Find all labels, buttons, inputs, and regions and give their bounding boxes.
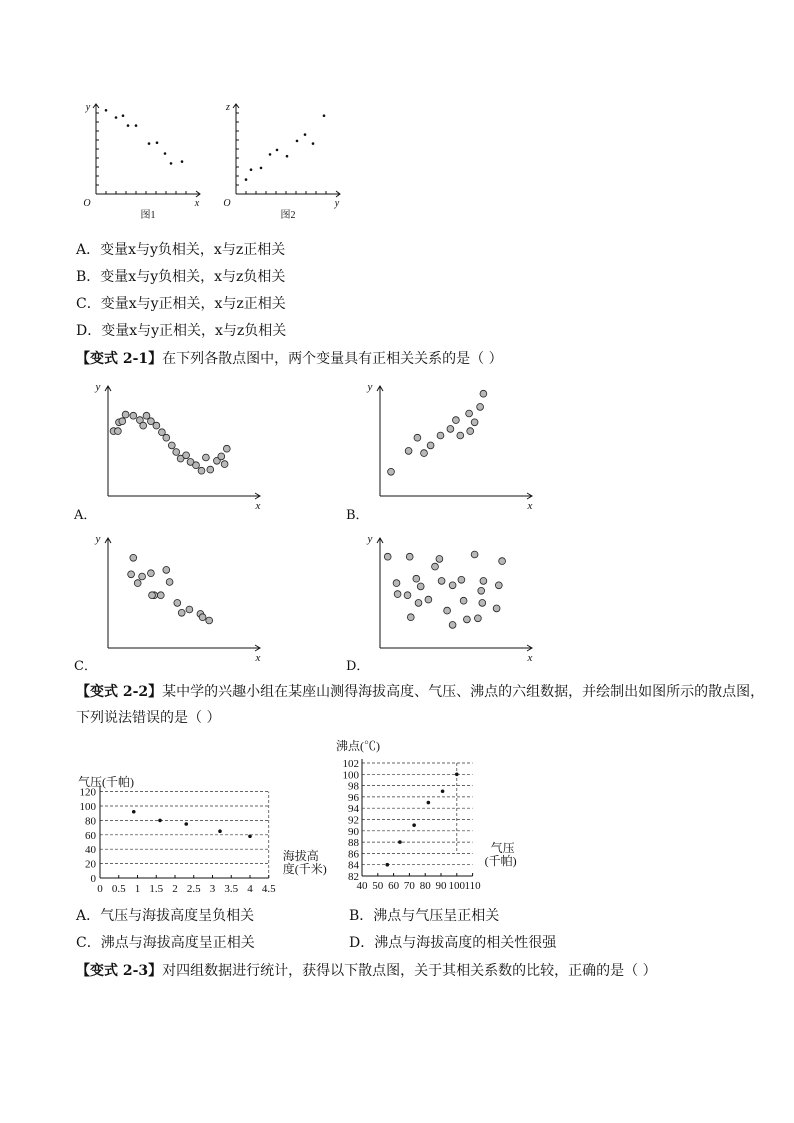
- data-point: [198, 467, 205, 474]
- data-point: [245, 178, 248, 181]
- question-2-2: [76, 681, 764, 703]
- y-tick-label: 88: [348, 837, 359, 850]
- x-tick-label: 40: [356, 880, 368, 892]
- question-text-line2: 下列说法错误的是（ ）: [76, 710, 221, 726]
- data-point: [105, 109, 108, 112]
- y-tick-label: 100: [342, 769, 359, 782]
- scatter-plot-d: [362, 528, 542, 663]
- origin-label: O: [83, 198, 91, 209]
- data-point: [260, 167, 263, 170]
- data-point: [122, 114, 125, 117]
- data-point: [458, 576, 465, 583]
- data-point: [398, 840, 402, 844]
- data-point: [250, 168, 253, 171]
- x-tick-label: 90: [435, 880, 447, 892]
- y-axis-title: 气压(千帕): [78, 775, 134, 789]
- y-tick-label: 60: [85, 829, 96, 842]
- x-axis-title: 海拔高: [282, 849, 319, 863]
- option-b: [76, 267, 285, 287]
- data-point: [415, 600, 422, 607]
- data-point: [312, 142, 315, 145]
- data-point: [438, 578, 445, 585]
- data-point: [183, 452, 190, 459]
- data-point: [166, 579, 173, 586]
- y-tick-label: 120: [79, 786, 96, 799]
- x-tick-label: 60: [388, 880, 400, 892]
- data-point: [479, 600, 486, 607]
- data-point: [457, 432, 464, 439]
- data-point: [127, 124, 130, 127]
- y-tick-label: 100: [79, 801, 96, 813]
- data-point: [269, 153, 272, 156]
- option-c: [76, 294, 286, 314]
- data-point: [157, 592, 164, 599]
- x-axis-title: 气压: [490, 841, 515, 855]
- option-text: 变量x与y负相关，x与z负相关: [100, 269, 286, 285]
- x-axis-label: x: [194, 198, 200, 209]
- data-point: [296, 140, 299, 143]
- plot-letter-b: B．: [346, 508, 369, 523]
- data-point: [128, 571, 135, 578]
- data-point: [425, 596, 432, 603]
- plot-letter-d: D．: [346, 659, 370, 674]
- data-point: [449, 622, 456, 629]
- option-b: [349, 906, 499, 926]
- y-tick-label: 80: [85, 815, 96, 828]
- data-point: [323, 114, 326, 117]
- boiling-pressure-chart: [336, 738, 555, 892]
- scatter-plot-b: [362, 376, 542, 511]
- x-axis-label: x: [255, 652, 261, 664]
- option-d: [76, 321, 286, 341]
- data-point: [471, 551, 478, 558]
- data-point: [394, 591, 401, 598]
- data-point: [130, 412, 137, 419]
- option-d: [349, 933, 556, 953]
- data-point: [149, 592, 156, 599]
- option-text: 沸点与海拔高度的相关性很强: [374, 935, 557, 951]
- data-point: [493, 605, 500, 612]
- data-point: [140, 422, 147, 429]
- pressure-altitude-chart: [74, 770, 339, 895]
- data-point: [388, 468, 395, 475]
- data-point: [115, 116, 118, 119]
- x-tick-label: 0: [97, 883, 103, 895]
- option-text: 气压与海拔高度呈负相关: [100, 908, 255, 924]
- scatter-plot-a: [90, 376, 270, 511]
- data-point: [384, 553, 391, 560]
- plot-letter-c: C．: [74, 659, 97, 674]
- option-letter: A．: [76, 242, 101, 258]
- data-point: [158, 819, 162, 823]
- y-axis-label: y: [367, 381, 373, 393]
- y-tick-label: 84: [348, 859, 359, 872]
- data-point: [130, 554, 137, 561]
- y-axis-title: 沸点(℃): [336, 739, 380, 753]
- y-axis-label: z: [226, 102, 230, 113]
- x-tick-label: 2: [172, 883, 178, 895]
- y-tick-label: 98: [348, 780, 359, 793]
- data-point: [122, 411, 129, 418]
- data-point: [134, 580, 141, 587]
- option-letter: A．: [76, 908, 101, 924]
- x-tick-label: 4: [247, 883, 253, 895]
- x-axis-label: x: [527, 652, 533, 664]
- data-point: [184, 822, 188, 826]
- data-point: [449, 582, 456, 589]
- question-tag: 【变式 2-3】: [76, 963, 163, 979]
- data-point: [174, 600, 181, 607]
- data-point: [173, 449, 180, 456]
- data-point: [193, 462, 200, 469]
- y-axis-label: y: [367, 533, 373, 545]
- data-point: [407, 614, 414, 621]
- y-tick-label: 40: [85, 844, 96, 857]
- data-point: [163, 567, 170, 574]
- data-point: [466, 410, 473, 417]
- data-point: [478, 587, 485, 594]
- x-tick-label: 110: [464, 880, 481, 892]
- question-tag: 【变式 2-1】: [76, 351, 163, 367]
- x-axis-label: x: [255, 500, 261, 512]
- data-point: [437, 432, 444, 439]
- option-letter: C．: [76, 935, 101, 951]
- data-point: [199, 614, 206, 621]
- data-point: [432, 563, 439, 570]
- data-point: [203, 454, 210, 461]
- question-2-3: [76, 960, 657, 982]
- data-point: [156, 141, 159, 144]
- data-point: [467, 428, 474, 435]
- data-point: [119, 418, 126, 425]
- x-axis-title: (千帕): [484, 854, 517, 868]
- x-tick-label: 1: [134, 883, 141, 895]
- question-text: 在下列各散点图中，两个变量具有正相关关系的是（ ）: [162, 351, 503, 367]
- y-axis-label: y: [95, 533, 101, 545]
- data-point: [206, 617, 213, 624]
- data-point: [385, 863, 389, 867]
- question-tag: 【变式 2-2】: [76, 684, 163, 700]
- data-point: [414, 434, 421, 441]
- data-point: [406, 553, 413, 560]
- data-point: [218, 453, 225, 460]
- figure-caption: 图2: [280, 210, 296, 221]
- x-tick-label: 0.5: [111, 883, 126, 895]
- data-point: [178, 609, 185, 616]
- question-text: 对四组数据进行统计，获得以下散点图，关于其相关系数的比较，正确的是（ ）: [162, 963, 657, 979]
- data-point: [421, 450, 428, 457]
- x-tick-label: 3: [209, 883, 216, 895]
- question-2-2-line2: [76, 707, 220, 729]
- data-point: [163, 434, 170, 441]
- data-point: [436, 556, 443, 563]
- x-tick-label: 70: [403, 880, 415, 892]
- option-a: [76, 240, 285, 260]
- data-point: [148, 142, 151, 145]
- data-point: [471, 419, 478, 426]
- figure-2-scatter: [220, 100, 350, 220]
- option-text: 沸点与气压呈正相关: [373, 908, 500, 924]
- data-point: [441, 789, 445, 793]
- data-point: [168, 442, 175, 449]
- data-point: [495, 582, 502, 589]
- question-2-1: [76, 348, 503, 370]
- data-point: [464, 616, 471, 623]
- y-tick-label: 94: [348, 803, 359, 816]
- data-point: [223, 445, 230, 452]
- option-letter: D．: [76, 323, 102, 339]
- plot-letter-a: A．: [74, 508, 97, 523]
- data-point: [304, 133, 307, 136]
- option-a: [76, 906, 254, 926]
- data-point: [455, 773, 459, 777]
- data-point: [475, 615, 482, 622]
- data-point: [427, 442, 434, 449]
- data-point: [427, 801, 431, 805]
- y-tick-label: 86: [348, 848, 359, 861]
- y-tick-label: 82: [348, 871, 359, 883]
- data-point: [248, 834, 252, 838]
- question-text-line1: 某中学的兴趣小组在某座山测得海拔高度、气压、沸点的六组数据，并绘制出如图所示的散点图，: [162, 684, 765, 700]
- data-point: [417, 583, 424, 590]
- data-point: [444, 607, 451, 614]
- data-point: [170, 162, 173, 165]
- data-point: [276, 149, 279, 152]
- x-tick-label: 100: [448, 880, 466, 892]
- data-point: [181, 160, 184, 163]
- y-tick-label: 90: [348, 825, 359, 838]
- data-point: [207, 466, 214, 473]
- data-point: [115, 428, 122, 435]
- x-axis-label: y: [334, 198, 340, 209]
- data-point: [405, 448, 412, 455]
- option-text: 变量x与y负相关，x与z正相关: [100, 242, 286, 258]
- x-axis-title: 度(千米): [282, 862, 327, 876]
- y-axis-label: y: [95, 381, 101, 393]
- x-tick-label: 50: [372, 880, 384, 892]
- data-point: [164, 152, 167, 155]
- data-point: [460, 597, 467, 604]
- x-tick-label: 4.5: [261, 883, 276, 895]
- origin-label: O: [223, 198, 231, 209]
- y-tick-label: 20: [85, 858, 96, 871]
- option-letter: D．: [349, 935, 375, 951]
- data-point: [412, 823, 416, 827]
- data-point: [477, 404, 484, 411]
- data-point: [218, 829, 222, 833]
- data-point: [135, 124, 138, 127]
- option-c: [76, 933, 255, 953]
- option-letter: B．: [76, 269, 101, 285]
- y-axis-label: y: [85, 102, 91, 113]
- option-text: 沸点与海拔高度呈正相关: [100, 935, 255, 951]
- option-text: 变量x与y正相关，x与z正相关: [100, 296, 286, 312]
- data-point: [132, 810, 136, 814]
- data-point: [404, 592, 411, 599]
- data-point: [186, 606, 193, 613]
- scatter-plot-c: [90, 528, 270, 663]
- x-tick-label: 80: [419, 880, 431, 892]
- x-tick-label: 3.5: [224, 883, 239, 895]
- data-point: [139, 573, 146, 580]
- y-tick-label: 0: [90, 873, 96, 885]
- y-tick-label: 102: [342, 758, 359, 770]
- data-point: [148, 570, 155, 577]
- y-tick-label: 92: [348, 814, 359, 827]
- option-text: 变量x与y正相关，x与z负相关: [101, 323, 287, 339]
- figure-caption: 图1: [140, 210, 156, 221]
- data-point: [221, 461, 228, 468]
- data-point: [153, 422, 160, 429]
- y-tick-label: 96: [348, 791, 359, 804]
- figure-1-scatter: [80, 100, 210, 220]
- option-letter: C．: [76, 296, 101, 312]
- x-axis-label: x: [527, 500, 533, 512]
- data-point: [413, 575, 420, 582]
- data-point: [453, 417, 460, 424]
- option-letter: B．: [349, 908, 374, 924]
- data-point: [393, 580, 400, 587]
- data-point: [447, 426, 454, 433]
- data-point: [499, 558, 506, 565]
- x-tick-label: 1.5: [149, 883, 164, 895]
- data-point: [480, 390, 487, 397]
- data-point: [480, 578, 487, 585]
- x-tick-label: 2.5: [186, 883, 201, 895]
- data-point: [286, 155, 289, 158]
